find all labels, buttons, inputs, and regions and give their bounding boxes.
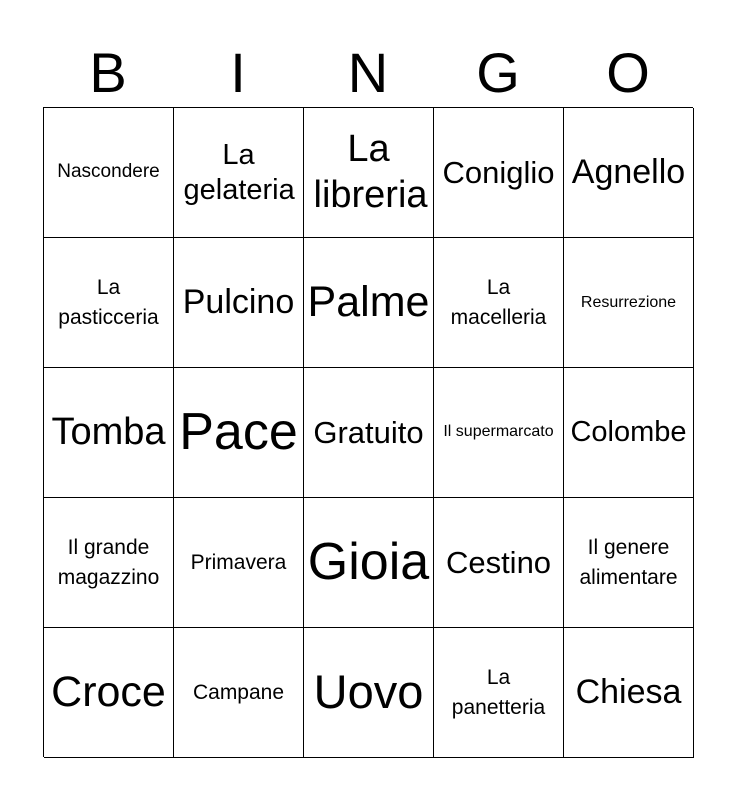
cell-label: Primavera [190,550,287,574]
bingo-cell[interactable] [174,108,304,238]
cell-label: Cestino [445,544,552,580]
cell-label: Resurrezione [580,293,677,311]
cell-label: Chiesa [575,673,682,712]
bingo-cell[interactable] [304,498,434,628]
cell-label: Il grande magazzino [57,536,160,589]
bingo-cell[interactable] [564,238,694,368]
bingo-cell[interactable] [44,108,174,238]
cell-label: Pulcino [182,283,295,322]
cell-label: Colombe [570,416,687,449]
bingo-cell[interactable] [174,498,304,628]
bingo-cell[interactable] [304,628,434,758]
bingo-cell[interactable] [44,498,174,628]
cell-label: La panetteria [451,666,546,719]
bingo-cell[interactable] [174,628,304,758]
cell-label: Gioia [307,533,430,592]
bingo-cell[interactable] [564,498,694,628]
header-letter-g: G [476,41,520,104]
bingo-cell[interactable] [44,238,174,368]
cell-label: La libreria [313,127,428,216]
bingo-cell[interactable] [434,108,564,238]
bingo-cell[interactable] [564,108,694,238]
bingo-header [43,40,693,106]
cell-label: La gelateria [183,138,295,206]
bingo-cell[interactable] [434,628,564,758]
bingo-cell[interactable] [44,368,174,498]
bingo-grid [43,107,693,757]
bingo-cell[interactable] [304,368,434,498]
header-letter-n: N [347,41,389,104]
cell-label: Palme [307,277,430,326]
bingo-cell[interactable] [44,628,174,758]
cell-label: Il genere alimentare [579,536,678,589]
bingo-cell[interactable] [304,108,434,238]
cell-label: Uovo [313,665,424,719]
cell-label: Pace [179,403,298,462]
header-letter-o: O [606,41,650,104]
cell-label: Il supermarcato [443,423,554,441]
bingo-cell[interactable] [304,238,434,368]
cell-label: Croce [51,667,166,716]
bingo-cell[interactable] [564,628,694,758]
bingo-cell[interactable] [564,368,694,498]
bingo-cell[interactable] [174,368,304,498]
cell-label: Coniglio [442,154,555,190]
header-letter-b: B [89,41,127,104]
cell-label: Nascondere [57,161,160,183]
bingo-cell[interactable] [174,238,304,368]
header-letter-i: I [230,41,246,104]
cell-label: Gratuito [313,414,424,450]
bingo-cell[interactable] [434,498,564,628]
cell-label: La pasticceria [58,276,159,329]
cell-label: Agnello [571,153,686,192]
cell-label: Campane [192,680,285,704]
cell-label: La macelleria [450,276,547,329]
bingo-cell[interactable] [434,238,564,368]
bingo-cell[interactable] [434,368,564,498]
cell-label: Tomba [51,410,166,453]
